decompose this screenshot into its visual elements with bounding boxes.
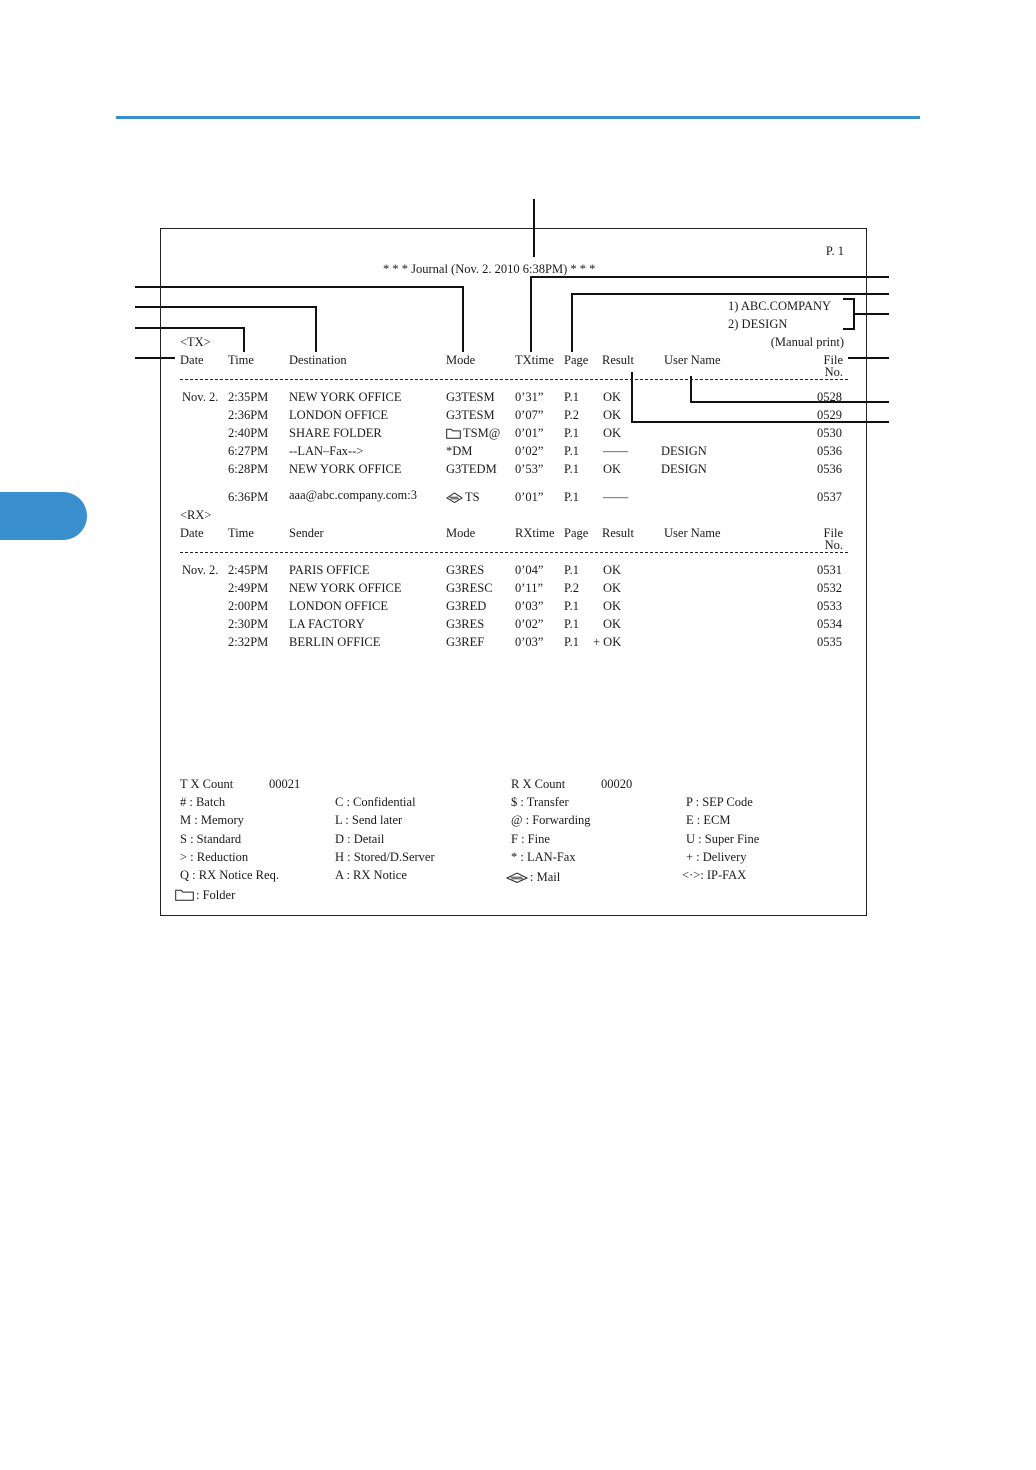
row-rxtime: 0’02”	[515, 617, 544, 631]
row-page: P.1	[564, 563, 579, 577]
legend-item: S : Standard	[180, 832, 242, 846]
col-date: Date	[180, 526, 204, 540]
legend-item: @ : Forwarding	[511, 813, 591, 827]
row-file: 0529	[817, 408, 842, 422]
legend-item: * : LAN-Fax	[511, 850, 576, 864]
row-time: 6:28PM	[228, 462, 269, 476]
row-page: P.1	[564, 426, 579, 440]
legend-item: E : ECM	[686, 813, 731, 827]
col-user-name: User Name	[664, 526, 721, 540]
row-page: P.1	[564, 462, 579, 476]
row-mode: G3RES	[446, 617, 485, 631]
row-page: P.1	[564, 599, 579, 613]
row-destination: --LAN–Fax-->	[289, 444, 364, 458]
row-mode: G3RESC	[446, 581, 493, 595]
row-mode: TS	[465, 490, 480, 504]
row-date: Nov. 2.	[182, 563, 219, 577]
rx-count-value: 00020	[601, 777, 633, 791]
legend-item: H : Stored/D.Server	[335, 850, 435, 864]
row-destination: NEW YORK OFFICE	[289, 390, 402, 404]
row-file: 0534	[817, 617, 842, 631]
row-time: 6:27PM	[228, 444, 269, 458]
col-time: Time	[228, 353, 254, 367]
row-page: P.1	[564, 490, 579, 504]
row-page: P.1	[564, 617, 579, 631]
row-sender: PARIS OFFICE	[289, 563, 370, 577]
user-name-1: 1) ABC.COMPANY	[728, 299, 832, 313]
col-sender: Sender	[289, 526, 324, 540]
row-mode-cell	[446, 490, 480, 504]
row-result: + OK	[593, 635, 622, 649]
legend-item: > : Reduction	[180, 850, 249, 864]
row-destination: aaa@abc.company.com:3	[289, 488, 418, 502]
col-file-no: No.	[824, 365, 843, 379]
chapter-tab	[0, 492, 87, 540]
row-mode: G3TEDM	[446, 462, 497, 476]
col-user-name: User Name	[664, 353, 721, 367]
row-rxtime: 0’04”	[515, 563, 544, 577]
row-result: OK	[603, 462, 622, 476]
row-mode: TSM@	[463, 426, 501, 440]
row-page: P.1	[564, 444, 579, 458]
row-page: P.1	[564, 390, 579, 404]
row-file: 0536	[817, 462, 842, 476]
row-file: 0528	[817, 390, 842, 404]
row-page: P.1	[564, 635, 579, 649]
row-result: OK	[603, 599, 622, 613]
legend-item: L : Send later	[335, 813, 403, 827]
row-txtime: 0’01”	[515, 490, 544, 504]
legend-item: U : Super Fine	[686, 832, 760, 846]
row-time: 2:00PM	[228, 599, 269, 613]
legend-item: D : Detail	[335, 832, 385, 846]
col-mode: Mode	[446, 353, 476, 367]
col-file: File	[823, 526, 843, 540]
row-file: 0535	[817, 635, 842, 649]
col-page: Page	[564, 353, 589, 367]
rx-header-divider	[180, 552, 848, 553]
row-mode: G3RES	[446, 563, 485, 577]
row-txtime: 0’07”	[515, 408, 544, 422]
row-file: 0533	[817, 599, 842, 613]
legend-item: F : Fine	[511, 832, 550, 846]
row-result: ——	[603, 444, 628, 458]
col-file-no: No.	[824, 538, 843, 552]
legend-item: + : Delivery	[686, 850, 747, 864]
row-time: 2:45PM	[228, 563, 269, 577]
col-result: Result	[602, 353, 634, 367]
row-txtime: 0’31”	[515, 390, 544, 404]
row-destination: NEW YORK OFFICE	[289, 462, 402, 476]
header-rule	[116, 116, 920, 119]
row-sender: BERLIN OFFICE	[289, 635, 381, 649]
row-result: OK	[603, 426, 622, 440]
row-page: P.2	[564, 581, 579, 595]
col-rxtime: RXtime	[515, 526, 555, 540]
row-sender: LA FACTORY	[289, 617, 365, 631]
col-destination: Destination	[289, 353, 347, 367]
row-mode: G3REF	[446, 635, 485, 649]
row-result: OK	[603, 390, 622, 404]
col-time: Time	[228, 526, 254, 540]
legend-item: $ : Transfer	[511, 795, 569, 809]
row-time: 6:36PM	[228, 490, 269, 504]
row-mode: G3TESM	[446, 408, 495, 422]
rx-section-label: <RX>	[180, 508, 212, 522]
row-page: P.2	[564, 408, 579, 422]
row-time: 2:40PM	[228, 426, 269, 440]
row-user-name: DESIGN	[661, 462, 707, 476]
row-destination: LONDON OFFICE	[289, 408, 388, 422]
legend-item: M : Memory	[180, 813, 244, 827]
journal-title: * * * Journal (Nov. 2. 2010 6:38PM) * * *	[383, 262, 596, 276]
row-rxtime: 0’11”	[515, 581, 543, 595]
row-time: 2:36PM	[228, 408, 269, 422]
col-file: File	[823, 353, 843, 367]
folder-icon	[446, 428, 461, 439]
tx-count-value: 00021	[269, 777, 301, 791]
row-date: Nov. 2.	[182, 390, 219, 404]
row-result: OK	[603, 617, 622, 631]
row-time: 2:32PM	[228, 635, 269, 649]
row-time: 2:49PM	[228, 581, 269, 595]
page-number: P. 1	[825, 244, 844, 258]
row-sender: LONDON OFFICE	[289, 599, 388, 613]
manual-print-label: (Manual print)	[770, 335, 844, 349]
legend-item-mail: : Mail	[506, 870, 560, 884]
row-file: 0532	[817, 581, 842, 595]
legend-item: A : RX Notice	[335, 868, 407, 882]
row-mode: G3TESM	[446, 390, 495, 404]
row-user-name: DESIGN	[661, 444, 707, 458]
row-result: OK	[603, 581, 622, 595]
tx-count-label: T X Count	[180, 777, 234, 791]
col-date: Date	[180, 353, 204, 367]
row-time: 2:30PM	[228, 617, 269, 631]
legend-item: <·>: IP-FAX	[682, 868, 747, 882]
mail-envelope-icon	[506, 872, 528, 883]
row-result: OK	[603, 563, 622, 577]
row-txtime: 0’02”	[515, 444, 544, 458]
col-page: Page	[564, 526, 589, 540]
legend-item: P : SEP Code	[686, 795, 753, 809]
row-result: ——	[603, 490, 628, 504]
legend-item-folder: : Folder	[175, 888, 235, 902]
row-txtime: 0’53”	[515, 462, 544, 476]
row-file: 0530	[817, 426, 842, 440]
col-mode: Mode	[446, 526, 476, 540]
rx-count-label: R X Count	[511, 777, 566, 791]
folder-icon	[175, 889, 194, 901]
row-destination: SHARE FOLDER	[289, 426, 382, 440]
row-rxtime: 0’03”	[515, 599, 544, 613]
row-sender: NEW YORK OFFICE	[289, 581, 402, 595]
row-result: OK	[603, 408, 622, 422]
legend-item: C : Confidential	[335, 795, 416, 809]
row-txtime: 0’01”	[515, 426, 544, 440]
col-txtime: TXtime	[515, 353, 554, 367]
row-mode: *DM	[446, 444, 473, 458]
user-name-2: 2) DESIGN	[728, 317, 788, 331]
row-mode: G3RED	[446, 599, 487, 613]
tx-section-label: <TX>	[180, 335, 211, 349]
row-mode-cell	[446, 426, 500, 440]
tx-header-divider	[180, 379, 848, 380]
legend-item: # : Batch	[180, 795, 226, 809]
row-time: 2:35PM	[228, 390, 269, 404]
row-rxtime: 0’03”	[515, 635, 544, 649]
col-result: Result	[602, 526, 634, 540]
row-file: 0536	[817, 444, 842, 458]
mail-envelope-icon	[446, 492, 463, 503]
legend-item: Q : RX Notice Req.	[180, 868, 279, 882]
row-file: 0531	[817, 563, 842, 577]
row-file: 0537	[817, 490, 842, 504]
